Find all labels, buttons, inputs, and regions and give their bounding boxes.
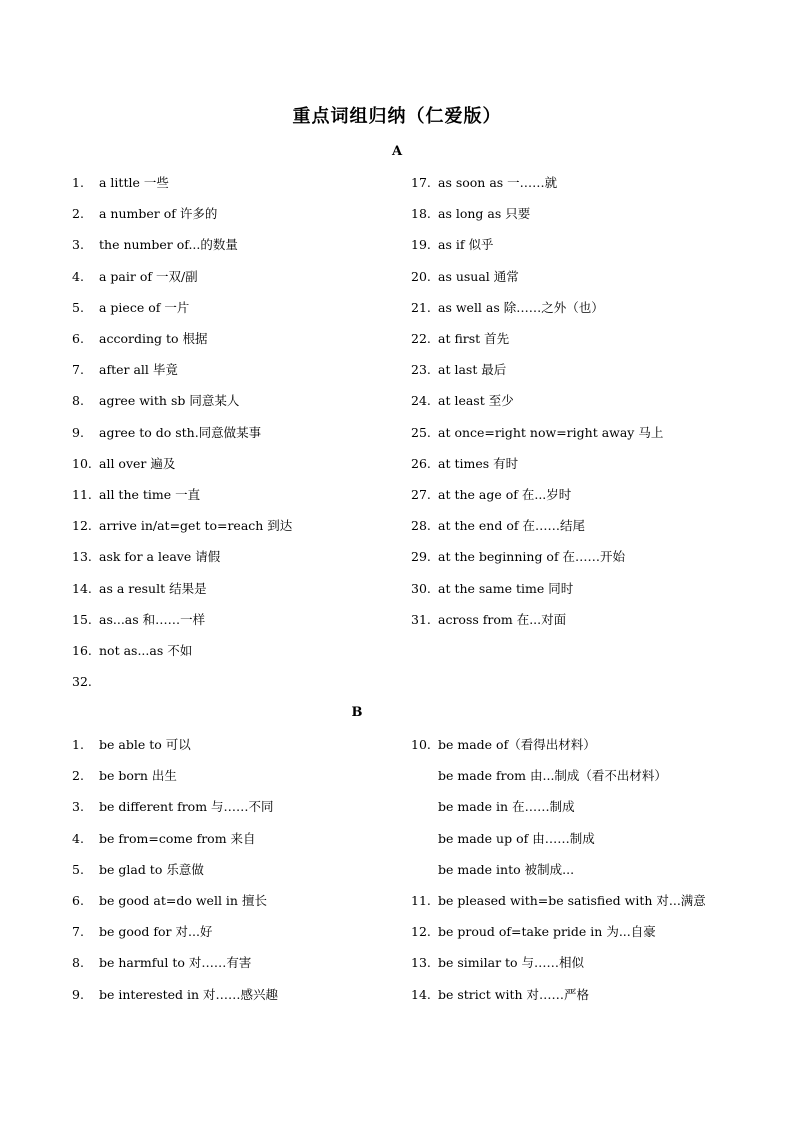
phrase-text: be harmful to 对……有害 (99, 955, 252, 971)
list-item (72, 579, 402, 599)
list-item (72, 672, 402, 692)
item-number: 12. (411, 924, 431, 940)
item-number: 4. (72, 830, 84, 846)
item-number: 11. (72, 487, 92, 502)
phrase-text: a piece of 一片 (99, 299, 190, 315)
phrase-text: be born 出生 (99, 768, 177, 784)
item-number: 31. (411, 611, 431, 627)
phrase-text: all over 遍及 (99, 455, 176, 471)
list-item (72, 235, 402, 255)
list-item (411, 423, 741, 443)
list-item (411, 922, 741, 942)
item-number: 6. (72, 331, 84, 346)
list-item (72, 547, 402, 567)
list-item (411, 391, 741, 411)
phrase-text: at first 首先 (438, 331, 510, 346)
phrase-text: all the time 一直 (99, 487, 201, 502)
phrase-text: be good at=do well in 擅长 (99, 893, 267, 908)
item-number: 8. (72, 955, 84, 971)
list-item (72, 797, 402, 817)
phrase-text: at last 最后 (438, 362, 507, 378)
item-number: 14. (411, 986, 431, 1002)
list-item (72, 267, 402, 287)
list-item (72, 610, 402, 630)
phrase-text: be made in 在……制成 (438, 799, 575, 815)
phrase-text: at the age of 在...岁时 (438, 487, 572, 502)
phrase-text: not as...as 不如 (99, 643, 193, 658)
item-number: 11. (411, 893, 431, 908)
phrase-text: be good for 对...好 (99, 924, 213, 940)
item-number: 25. (411, 424, 431, 440)
item-number: 12. (72, 518, 92, 534)
phrase-text: as well as 除……之外（也） (438, 299, 604, 315)
item-number: 4. (72, 268, 84, 284)
item-number: 24. (411, 393, 431, 409)
list-item (72, 829, 402, 849)
phrase-text: be from=come from 来自 (99, 830, 256, 846)
phrase-text: be interested in 对……感兴趣 (99, 986, 279, 1002)
list-item (411, 235, 741, 255)
list-item (411, 579, 741, 599)
page-title: 重点词组归纳（仁爱版） (292, 106, 502, 127)
list-item (411, 298, 741, 318)
phrase-text: be glad to 乐意做 (99, 861, 204, 877)
phrase-text: as long as 只要 (438, 206, 531, 222)
item-number: 3. (72, 799, 84, 815)
item-number: 10. (72, 455, 92, 471)
list-item (411, 610, 741, 630)
phrase-text: according to 根据 (99, 331, 208, 346)
item-number: 5. (72, 299, 84, 315)
list-item (411, 891, 741, 911)
phrase-text: a little 一些 (99, 175, 169, 190)
item-number: 26. (411, 455, 431, 471)
item-number: 9. (72, 986, 84, 1002)
item-number: 9. (72, 424, 84, 440)
list-item (411, 360, 741, 380)
list-item (72, 516, 402, 536)
item-number: 5. (72, 861, 84, 877)
phrase-text: as...as 和……一样 (99, 611, 206, 627)
item-number: 13. (411, 955, 431, 971)
item-number: 22. (411, 331, 431, 346)
item-number: 1. (72, 175, 84, 190)
phrase-text: as usual 通常 (438, 268, 519, 284)
phrase-text: at the end of 在……结尾 (438, 518, 585, 534)
list-item (411, 516, 741, 536)
item-number: 17. (411, 175, 431, 190)
phrase-text: ask for a leave 请假 (99, 549, 221, 565)
phrase-text: at times 有时 (438, 455, 519, 471)
list-item (411, 204, 741, 224)
list-item (72, 922, 402, 942)
phrase-text: be different from 与……不同 (99, 799, 274, 815)
phrase-text: across from 在...对面 (438, 611, 567, 627)
item-number: 1. (72, 737, 84, 752)
item-number: 18. (411, 206, 431, 222)
item-number: 20. (411, 268, 431, 284)
phrase-text: at the same time 同时 (438, 580, 574, 596)
list-item (72, 860, 402, 880)
list-item (411, 267, 741, 287)
item-number: 29. (411, 549, 431, 565)
item-number: 19. (411, 237, 431, 253)
item-number: 32. (72, 674, 92, 690)
item-number: 2. (72, 206, 84, 222)
item-number: 21. (411, 299, 431, 315)
list-item (411, 829, 741, 849)
phrase-text: as if 似乎 (438, 237, 494, 253)
section-b-heading: B (351, 705, 363, 720)
list-item (72, 423, 402, 443)
list-item (72, 298, 402, 318)
item-number: 28. (411, 518, 431, 534)
list-item (411, 735, 741, 755)
list-item (72, 985, 402, 1005)
phrase-text: be made from 由...制成（看不出材料） (438, 768, 667, 784)
item-number: 6. (72, 893, 84, 908)
phrase-text: be made into 被制成... (438, 861, 575, 877)
phrase-text: as a result 结果是 (99, 580, 207, 596)
item-number: 10. (411, 737, 431, 752)
phrase-text: be similar to 与……相似 (438, 955, 585, 971)
item-number: 14. (72, 580, 92, 596)
phrase-text: a pair of 一双/副 (99, 268, 198, 284)
item-number: 16. (72, 643, 92, 658)
phrase-text: after all 毕竟 (99, 362, 178, 378)
phrase-text: a number of 许多的 (99, 206, 218, 222)
list-item (411, 797, 741, 817)
phrase-text: be strict with 对……严格 (438, 986, 590, 1002)
list-item (411, 953, 741, 973)
list-item (411, 860, 741, 880)
list-item (72, 204, 402, 224)
item-number: 15. (72, 611, 92, 627)
list-item (72, 454, 402, 474)
list-item (72, 485, 402, 505)
phrase-text: be made up of 由……制成 (438, 830, 595, 846)
phrase-text: be proud of=take pride in 为...自豪 (438, 924, 656, 940)
list-item (411, 766, 741, 786)
phrase-text: agree to do sth.同意做某事 (99, 424, 262, 440)
list-item (411, 329, 741, 349)
list-item (411, 985, 741, 1005)
list-item (72, 766, 402, 786)
item-number: 13. (72, 549, 92, 565)
item-number: 3. (72, 237, 84, 253)
list-item (72, 329, 402, 349)
item-number: 8. (72, 393, 84, 409)
phrase-text: the number of...的数量 (99, 237, 238, 253)
list-item (72, 953, 402, 973)
list-item (72, 891, 402, 911)
phrase-text: be able to 可以 (99, 737, 191, 752)
list-item (411, 173, 741, 193)
phrase-text: agree with sb 同意某人 (99, 393, 240, 409)
phrase-text: at the beginning of 在……开始 (438, 549, 626, 565)
phrase-text: be pleased with=be satisfied with 对...满意 (438, 893, 706, 908)
list-item (411, 454, 741, 474)
item-number: 27. (411, 487, 431, 502)
item-number: 2. (72, 768, 84, 784)
list-item (411, 547, 741, 567)
list-item (72, 173, 402, 193)
item-number: 23. (411, 362, 431, 378)
phrase-text: at once=right now=right away 马上 (438, 424, 664, 440)
phrase-text: be made of（看得出材料） (438, 737, 596, 752)
list-item (72, 735, 402, 755)
item-number: 7. (72, 362, 84, 378)
list-item (72, 641, 402, 661)
phrase-text: as soon as 一……就 (438, 175, 558, 190)
phrase-text: at least 至少 (438, 393, 514, 409)
list-item (72, 391, 402, 411)
item-number: 7. (72, 924, 84, 940)
list-item (411, 485, 741, 505)
section-a-heading: A (391, 144, 403, 159)
list-item (72, 360, 402, 380)
phrase-text: arrive in/at=get to=reach 到达 (99, 518, 293, 534)
item-number: 30. (411, 580, 431, 596)
